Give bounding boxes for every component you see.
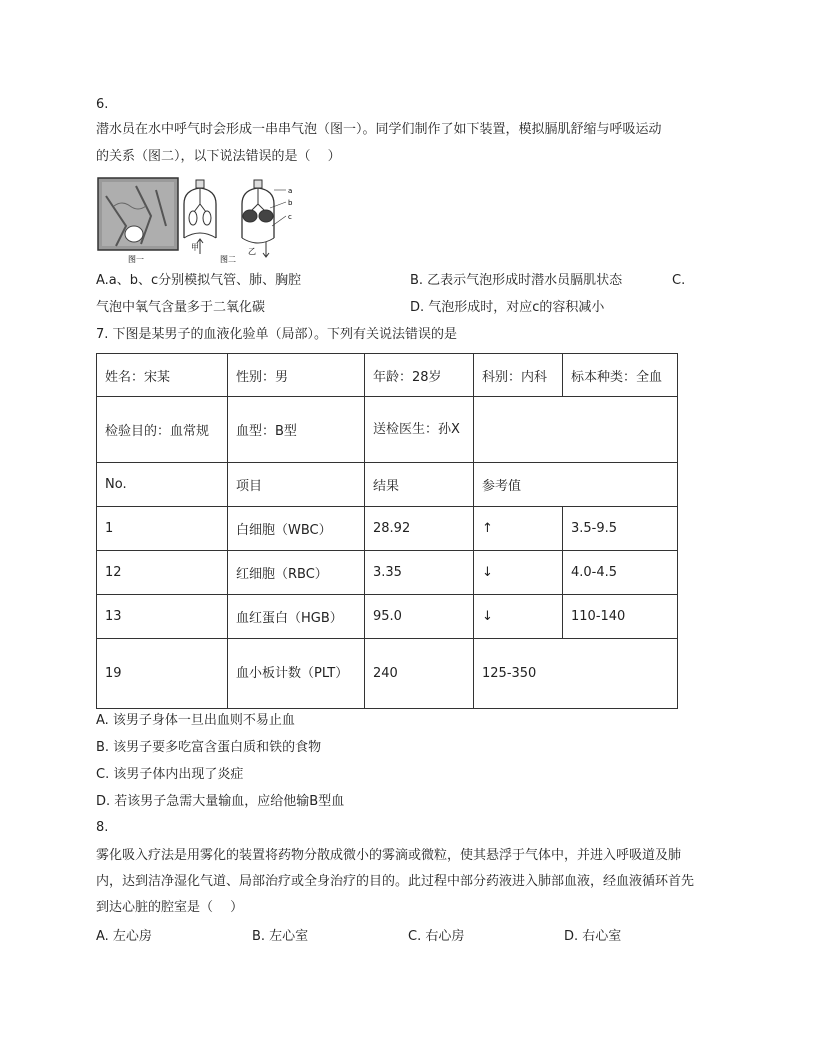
table-cell: 28.92 xyxy=(365,507,474,551)
table-header-cell: No. xyxy=(97,463,228,507)
question-7-option-d: D. 若该男子急需大量输血，应给他输B型血 xyxy=(96,794,345,809)
table-cell: 检验目的：血常规 xyxy=(97,397,228,463)
fig-label-1: 图一 xyxy=(128,255,144,264)
question-6-option-a: A.a、b、c分别模拟气管、肺、胸腔 xyxy=(96,273,302,288)
question-8-option-b: B. 左心室 xyxy=(252,929,309,944)
question-7-stem: 7. 下图是某男子的血液化验单（局部）。下列有关说法错误的是 xyxy=(96,327,458,342)
table-row xyxy=(97,354,678,397)
question-6-option-d: D. 气泡形成时，对应c的容积减小 xyxy=(410,300,605,315)
fig-label-b: b xyxy=(288,199,293,207)
table-cell: 标本种类：全血 xyxy=(563,354,678,397)
table-header-cell: 结果 xyxy=(365,463,474,507)
down-arrow-icon: ↓ xyxy=(474,595,563,639)
table-cell-empty xyxy=(474,397,678,463)
question-8-option-c: C. 右心房 xyxy=(408,929,465,944)
table-cell: 110-140 xyxy=(563,595,678,639)
table-header-cell: 参考值 xyxy=(474,463,678,507)
table-cell: 19 xyxy=(97,639,228,709)
table-cell: 4.0-4.5 xyxy=(563,551,678,595)
fig-label-jia: 甲 xyxy=(191,243,199,252)
question-7-option-a: A. 该男子身体一旦出血则不易止血 xyxy=(96,713,295,728)
question-8-option-a: A. 左心房 xyxy=(96,929,152,944)
fig-label-2: 图二 xyxy=(220,255,236,264)
table-cell: 血型：B型 xyxy=(228,397,365,463)
table-row xyxy=(97,507,678,551)
fig-label-yi: 乙 xyxy=(248,247,256,256)
question-8-number: 8. xyxy=(96,820,109,835)
table-cell: 3.5-9.5 xyxy=(563,507,678,551)
question-6-option-c-text: 气泡中氧气含量多于二氧化碳 xyxy=(96,300,266,315)
table-row xyxy=(97,397,678,463)
table-cell: 1 xyxy=(97,507,228,551)
table-cell: 血红蛋白（HGB） xyxy=(228,595,365,639)
question-6-number: 6. xyxy=(96,97,109,112)
question-6-option-b: B. 乙表示气泡形成时潜水员膈肌状态 xyxy=(410,273,623,288)
blood-test-table xyxy=(96,353,678,709)
table-header-cell: 项目 xyxy=(228,463,365,507)
question-8-option-d: D. 右心室 xyxy=(564,929,622,944)
table-cell: 3.35 xyxy=(365,551,474,595)
table-cell: 白细胞（WBC） xyxy=(228,507,365,551)
table-row xyxy=(97,639,678,709)
table-cell: 红细胞（RBC） xyxy=(228,551,365,595)
table-cell: 血小板计数（PLT） xyxy=(228,639,365,709)
table-cell: 姓名：宋某 xyxy=(97,354,228,397)
table-cell: 科别：内科 xyxy=(474,354,563,397)
table-cell: 性别：男 xyxy=(228,354,365,397)
question-8-stem: 雾化吸入疗法是用雾化的装置将药物分散成微小的雾滴或微粒，使其悬浮于气体中，并进入呼吸道及肺内，达到洁净湿化气道、局部治疗或全身治疗的目的。此过程中部分药液进入肺部血液，经血液循环首先到达心脏的腔室是（ ） xyxy=(96,848,695,915)
table-cell: 240 xyxy=(365,639,474,709)
table-cell: 13 xyxy=(97,595,228,639)
fig-label-c: c xyxy=(288,213,292,221)
table-row xyxy=(97,551,678,595)
question-6-figure xyxy=(96,176,306,266)
down-arrow-icon: ↓ xyxy=(474,551,563,595)
up-arrow-icon: ↑ xyxy=(474,507,563,551)
table-cell: 125-350 xyxy=(474,639,678,709)
bell-jar-jia xyxy=(184,180,216,254)
question-6-stem-line1: 潜水员在水中呼气时会形成一串串气泡（图一）。同学们制作了如下装置，模拟膈肌舒缩与呼吸运动 xyxy=(96,122,662,137)
table-header-row xyxy=(97,463,678,507)
bell-jar-yi xyxy=(242,180,286,257)
question-7-option-b: B. 该男子要多吃富含蛋白质和铁的食物 xyxy=(96,740,322,755)
question-6-option-c-label: C. xyxy=(672,273,686,288)
table-cell: 95.0 xyxy=(365,595,474,639)
table-cell: 年龄：28岁 xyxy=(365,354,474,397)
question-7-option-c: C. 该男子体内出现了炎症 xyxy=(96,767,244,782)
fig-label-a: a xyxy=(288,187,293,195)
table-cell: 送检医生：孙X xyxy=(365,397,474,463)
table-row xyxy=(97,595,678,639)
table-cell: 12 xyxy=(97,551,228,595)
question-6-stem-line2: 的关系（图二），以下说法错误的是（ ） xyxy=(96,149,341,164)
